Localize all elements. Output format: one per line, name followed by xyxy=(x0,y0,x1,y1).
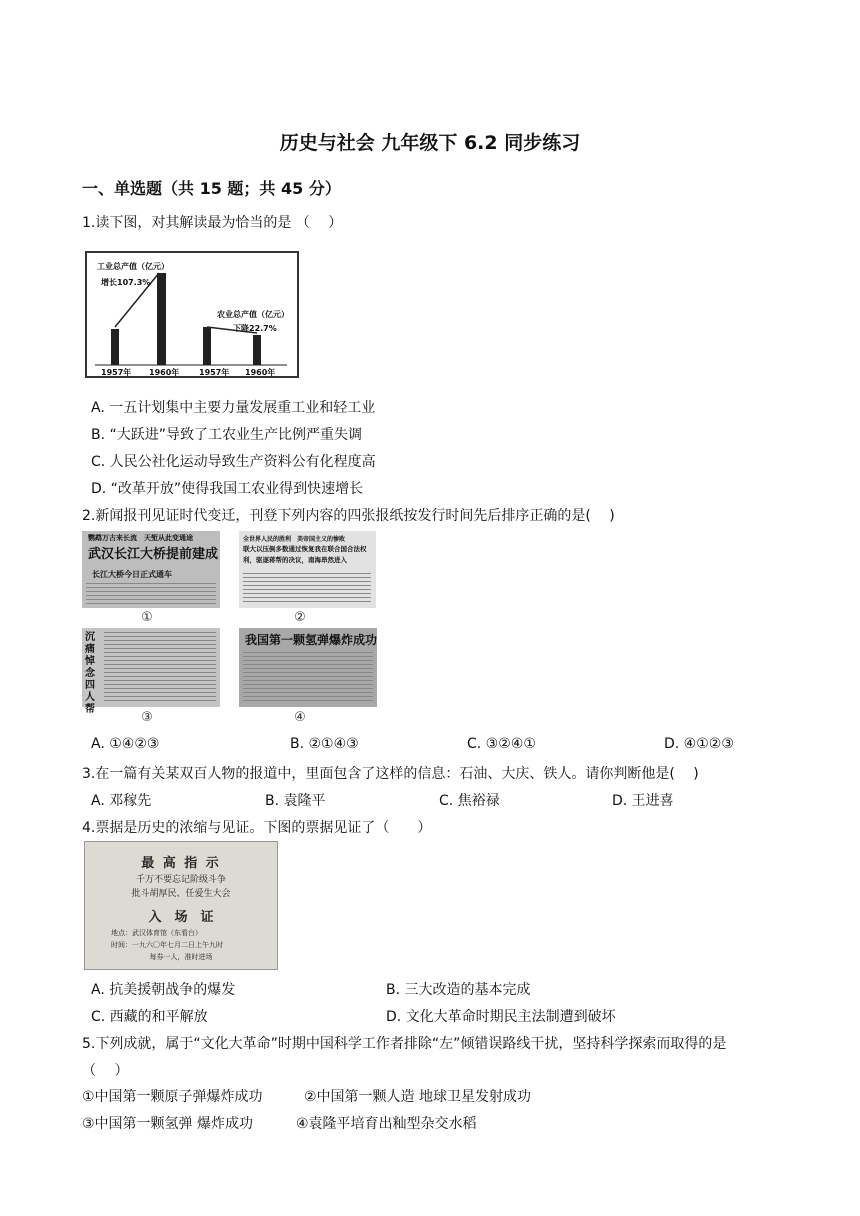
chart-agriculture-label: 农业总产值（亿元） xyxy=(217,310,289,319)
question-3-stem: 3.在一篇有关某双百人物的报道中，里面包含了这样的信息：石油、大庆、铁人。请你判断他是( ) xyxy=(82,766,699,782)
ticket-line-7: 每券一人，准时进场 xyxy=(149,953,213,961)
ticket-line-6: 时间：一九六〇年七月二日上午九时 xyxy=(111,941,223,949)
newspaper-2-top: 全世界人民的胜利 美帝国主义的惨败 xyxy=(243,536,346,543)
newspaper-3-headline: 沉痛悼念 四人帮 xyxy=(85,632,95,715)
newspaper-1-sub: 长江大桥今日正式通车 xyxy=(92,570,172,579)
q4-option-c[interactable]: C. 西藏的和平解放 xyxy=(91,1009,208,1025)
q2-option-c[interactable]: C. ③②④① xyxy=(467,736,536,752)
q3-option-d[interactable]: D. 王进喜 xyxy=(612,793,674,809)
chart-agriculture-change: 下降22.7% xyxy=(233,324,277,333)
bar-industry-1960 xyxy=(157,273,166,365)
ticket-line-1: 最 高 指 示 xyxy=(141,856,221,871)
question-5-stem-cont: （ ） xyxy=(82,1063,129,1079)
ticket-line-2: 千万不要忘记阶级斗争 xyxy=(135,875,226,885)
chart-industry-growth: 增长107.3% xyxy=(101,278,151,287)
q5-item-4: ④袁隆平培育出籼型杂交水稻 xyxy=(296,1116,477,1132)
question-5-stem: 5.下列成就，属于“文化大革命”时期中国科学工作者排除“左”倾错误路线干扰，坚持科学探索而取得的是 xyxy=(82,1036,727,1052)
chart-year-1960-agr: 1960年 xyxy=(245,368,276,377)
chart-industry-label: 工业总产值（亿元） xyxy=(97,262,169,271)
question-1-stem: 1.读下图，对其解读最为恰当的是 （ ） xyxy=(82,215,343,231)
newspaper-2 xyxy=(239,531,376,608)
admission-ticket xyxy=(84,841,278,970)
q2-option-a[interactable]: A. ①④②③ xyxy=(91,736,160,752)
newspaper-1-top: 鹦鹉万古来长流 天堑从此变通途 xyxy=(88,534,193,542)
newspaper-4-headline: 我国第一颗氢弹爆炸成功 xyxy=(245,633,378,647)
q2-option-d[interactable]: D. ④①②③ xyxy=(664,736,734,752)
q3-option-a[interactable]: A. 邓稼先 xyxy=(91,793,152,809)
chart-year-1957: 1957年 xyxy=(101,368,132,377)
newspaper-1 xyxy=(82,531,220,608)
question-2-stem: 2.新闻报刊见证时代变迁，刊登下列内容的四张报纸按发行时间先后排序正确的是( ) xyxy=(82,508,615,524)
q4-option-d[interactable]: D. 文化大革命时期民主法制遭到破坏 xyxy=(386,1009,616,1025)
caption-4: ④ xyxy=(294,710,306,725)
q5-item-2: ②中国第一颗人造 地球卫星发射成功 xyxy=(304,1089,532,1105)
q1-option-a[interactable]: A. 一五计划集中主要力量发展重工业和轻工业 xyxy=(91,400,376,416)
newspaper-3 xyxy=(82,628,220,715)
section-heading: 一、单选题（共 15 题；共 45 分） xyxy=(82,179,341,198)
q2-option-b[interactable]: B. ②①④③ xyxy=(290,736,359,752)
q4-option-b[interactable]: B. 三大改造的基本完成 xyxy=(386,982,531,998)
page-title: 历史与社会 九年级下 6.2 同步练习 xyxy=(279,132,581,154)
ticket-line-5: 地点：武汉体育馆（东看台） xyxy=(111,929,202,937)
q4-option-a[interactable]: A. 抗美援朝战争的爆发 xyxy=(91,982,236,998)
ticket-line-4: 入 场 证 xyxy=(148,910,214,925)
chart-year-1957-agr: 1957年 xyxy=(199,368,230,377)
newspaper-4 xyxy=(239,628,377,707)
q3-option-c[interactable]: C. 焦裕禄 xyxy=(439,793,500,809)
bar-agriculture-1957 xyxy=(203,327,211,365)
bar-industry-1957 xyxy=(111,329,119,365)
caption-3: ③ xyxy=(141,710,153,725)
caption-1: ① xyxy=(141,610,153,625)
q5-item-3: ③中国第一颗氢弹 爆炸成功 xyxy=(82,1116,254,1132)
newspaper-2-headline: 联大以压倒多数通过恢复我在联合国合法权利，驱逐蒋帮的决议，南海昂然进入 xyxy=(243,545,367,564)
bar-agriculture-1960 xyxy=(253,335,261,365)
q1-option-c[interactable]: C. 人民公社化运动导致生产资料公有化程度高 xyxy=(91,454,376,470)
q3-option-b[interactable]: B. 袁隆平 xyxy=(265,793,326,809)
q1-bar-chart xyxy=(85,251,299,378)
q1-option-d[interactable]: D. “改革开放”使得我国工农业得到快速增长 xyxy=(91,481,364,497)
chart-year-1960: 1960年 xyxy=(149,368,180,377)
q5-item-1: ①中国第一颗原子弹爆炸成功 xyxy=(82,1089,263,1105)
question-4-stem: 4.票据是历史的浓缩与见证。下图的票据见证了（ ） xyxy=(82,820,432,836)
ticket-line-3: 批斗胡厚民、任爱生大会 xyxy=(131,889,231,899)
caption-2: ② xyxy=(294,610,306,625)
newspaper-1-headline: 武汉长江大桥提前建成 xyxy=(88,547,219,562)
q1-option-b[interactable]: B. “大跃进”导致了工农业生产比例严重失调 xyxy=(91,427,363,443)
